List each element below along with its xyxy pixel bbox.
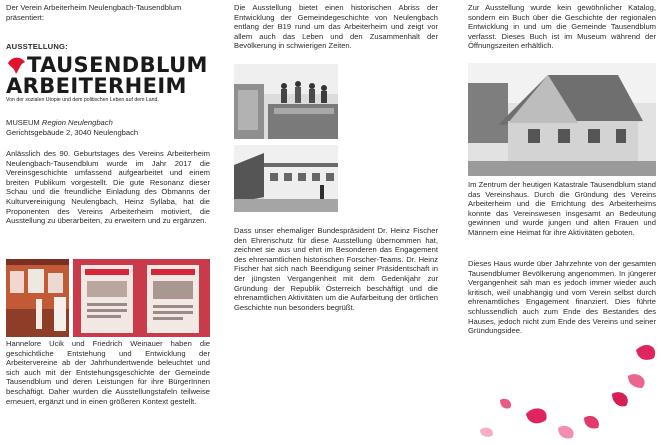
intro-text: Der Verein Arbeiterheim Neulengbach-Tausendblum präsentiert:	[6, 3, 182, 22]
exhibition-room-photo	[6, 259, 69, 337]
logo-word-tausendblum: TAUSENDBLUM	[27, 53, 208, 77]
logo-subtitle: Von der sozialen Utopie und dem politischen Leben auf dem Land.	[6, 97, 159, 103]
column-middle	[234, 0, 438, 445]
decorative-petals	[440, 330, 661, 445]
historic-workers-photo	[234, 64, 338, 139]
museum-name: Region Neulengbach	[41, 118, 113, 127]
col1-paragraph-2: Hannelore Ucik und Friedrich Weinauer haben die geschichtliche Entstehung und Entwicklung der Arbeitervereine ab der Jahrhundertwende beleuchtet und sich auch mit der Entstehungsgeschichte der Gemeinde Tausendblum und deren Leistungen für ihre BürgerInnen beschäftigt. Daher wurden die Ausstellungstafeln teilweise erneuert, ergänzt und in einen größeren Kontext gestellt.	[6, 339, 210, 406]
section-heading: AUSSTELLUNG:	[6, 42, 68, 51]
col1-paragraph-1: Anlässlich des 90. Geburtstages des Vereins Arbeiterheim Neulengbach-Tausendblum wurde im Jahr 2017 die Vereinsgeschichte umfassend aufgearbeitet und einem breiten Publikum vorgestellt. Die gute Resonanz dieser Schau und die freundliche Einladung des Obmanns der Kulturvereinigung Neulengbach, Heinz Syllaba, hat die Proponenten des Vereins Arbeiterheim motiviert, die Ausstellung zu überarbeiten, zu erweitern und zu ergänzen.	[6, 149, 210, 226]
col3-paragraph-3: Dieses Haus wurde über Jahrzehnte von der gesamten Tausendblumer Bevölkerung angenommen. In jüngerer Vergangenheit sah man es jedoch immer wieder auch kritisch, weil unabhängig und vom Verein selbst durch ehrenamtliches Engagement finanziert. Dies führte schlussendlich auch zum Ende des Bestandes des Hauses, jedoch nicht zum Ende des Vereins und seiner Gründungsidee.	[468, 259, 656, 336]
logo-word-arbeiterheim: ARBEITERHEIM	[6, 74, 187, 98]
column-left	[6, 0, 210, 445]
museum-address: Gerichtsgebäude 2, 3040 Neulengbach	[6, 128, 139, 137]
exhibition-logo	[6, 55, 216, 104]
col3-paragraph-2: Im Zentrum der heutigen Katastrale Tausendblum stand das Vereinshaus. Durch die Gründung des Vereins Arbeiterheim und die Errichtung des Arbeiterheims konnte das Vereinswesen insgesamt an Bedeutung gewinnen und wurde jungen und alten Frauen und Männern eine Heimat für ihre Aktivitäten geboten.	[468, 180, 656, 237]
museum-line	[6, 118, 113, 128]
vereinshaus-photo	[468, 63, 656, 176]
col3-paragraph-1: Zur Ausstellung wurde kein gewöhnlicher Katalog, sondern ein Buch über die Geschichte der regionalen Entwicklung in und um die Gemeinde Tausendblum verfasst. Dieses Buch ist im Museum während der Öffnungszeiten erhältlich.	[468, 3, 656, 51]
historic-building-photo	[234, 145, 338, 212]
col2-paragraph-1: Die Ausstellung bietet einen historischen Abriss der Entwicklung der Gemeindegeschichte von Neulengbach entlang der B19 rund um das Arbeiterheim und zeigt vor allem auch das Leben und den Zusammenhalt der Bevölkerung in schwierigen Zeiten.	[234, 3, 438, 51]
col2-paragraph-2: Dass unser ehemaliger Bundespräsident Dr. Heinz Fischer den Ehrenschutz für diese Ausstellung übernommen hat, zeichnet sie aus und ehrt im Besonderen das Engagement des ehrenamtlichen historischen Forscher-Teams. Dr. Heinz Fischer hat sich nach Beendigung seiner Präsidentschaft in der jüngsten Vergangenheit mit dem Gedenkjahr zur Gründung der Republik Österreich beschäftigt und die ehrenamtlichen Aktivitäten um die Aufarbeitung der örtlichen Geschichte nun besonders begrüßt.	[234, 226, 438, 312]
exhibition-panels-photo	[73, 259, 210, 337]
flower-icon	[6, 55, 26, 75]
museum-prefix: MUSEUM	[6, 118, 42, 127]
